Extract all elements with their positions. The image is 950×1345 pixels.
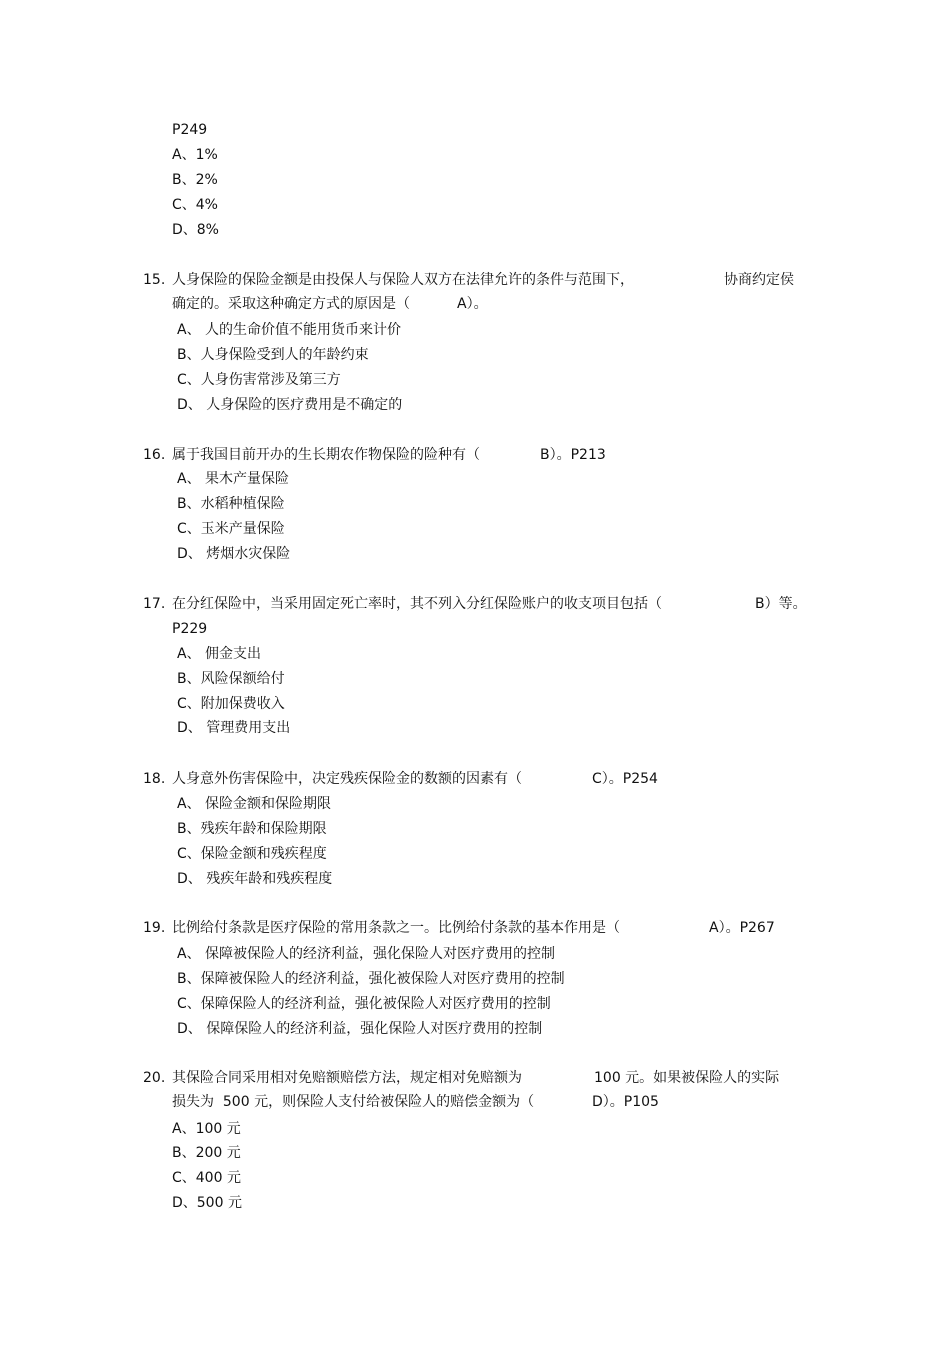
option-d: D、500 元 (172, 1195, 242, 1211)
answer-text: D）。P105 (592, 1094, 659, 1110)
option-d: D、 烤烟水灾保险 (177, 546, 291, 562)
option-c: C、4% (172, 197, 218, 213)
question-text: 其保险合同采用相对免赔额赔偿方法，规定相对免赔额为 (172, 1070, 522, 1086)
page-reference: P229 (172, 621, 208, 637)
option-b: B、风险保额给付 (177, 671, 285, 687)
answer-text: A）。P267 (709, 920, 775, 936)
answer-text: B）等。 (755, 596, 807, 612)
question-number: 19. (143, 920, 166, 936)
answer-text: B）。P213 (540, 447, 606, 463)
option-a: A、 人的生命价值不能用货币来计价 (177, 322, 402, 338)
question-number: 18. (143, 771, 166, 787)
option-b: B、水稻种植保险 (177, 496, 285, 512)
option-a: A、 佣金支出 (177, 646, 262, 662)
question-number: 15. (143, 272, 166, 288)
option-b: B、保障被保险人的经济利益，强化被保险人对医疗费用的控制 (177, 971, 565, 987)
option-c: C、保险金额和残疾程度 (177, 846, 327, 862)
question-text: 比例给付条款是医疗保险的常用条款之一。比例给付条款的基本作用是（ (172, 920, 620, 936)
option-a: A、 果木产量保险 (177, 471, 290, 487)
option-d: D、 保障保险人的经济利益，强化保险人对医疗费用的控制 (177, 1021, 543, 1037)
question-text: 损失为 500 元，则保险人支付给被保险人的赔偿金额为（ (172, 1094, 535, 1110)
option-b: B、残疾年龄和保险期限 (177, 821, 327, 837)
answer-text: A）。 (457, 296, 488, 312)
option-d: D、 管理费用支出 (177, 720, 291, 736)
option-c: C、玉米产量保险 (177, 521, 285, 537)
option-b: B、2% (172, 172, 218, 188)
option-c: C、附加保费收入 (177, 696, 285, 712)
question-number: 17. (143, 596, 166, 612)
question-number: 20. (143, 1070, 166, 1086)
option-c: C、400 元 (172, 1170, 241, 1186)
option-a: A、1% (172, 147, 218, 163)
question-text: 协商约定侯 (724, 272, 794, 288)
option-b: B、人身保险受到人的年龄约束 (177, 347, 369, 363)
answer-text: C）。P254 (592, 771, 658, 787)
question-text: 属于我国目前开办的生长期农作物保险的险种有（ (172, 447, 480, 463)
question-text: 100 元。如果被保险人的实际 (594, 1070, 780, 1086)
question-text: 人身保险的保险金额是由投保人与保险人双方在法律允许的条件与范围下， (172, 272, 634, 288)
option-d: D、 人身保险的医疗费用是不确定的 (177, 397, 403, 413)
question-text: 确定的。采取这种确定方式的原因是（ (172, 296, 410, 312)
option-a: A、 保险金额和保险期限 (177, 796, 332, 812)
option-b: B、200 元 (172, 1145, 241, 1161)
option-a: A、100 元 (172, 1121, 241, 1137)
question-text: 在分红保险中，当采用固定死亡率时，其不列入分红保险账户的收支项目包括（ (172, 596, 662, 612)
page-reference: P249 (172, 122, 208, 138)
option-d: D、 残疾年龄和残疾程度 (177, 871, 333, 887)
question-number: 16. (143, 447, 166, 463)
option-d: D、8% (172, 222, 219, 238)
option-c: C、人身伤害常涉及第三方 (177, 372, 341, 388)
question-text: 人身意外伤害保险中，决定残疾保险金的数额的因素有（ (172, 771, 522, 787)
option-a: A、 保障被保险人的经济利益，强化保险人对医疗费用的控制 (177, 946, 556, 962)
option-c: C、保障保险人的经济利益，强化被保险人对医疗费用的控制 (177, 996, 551, 1012)
